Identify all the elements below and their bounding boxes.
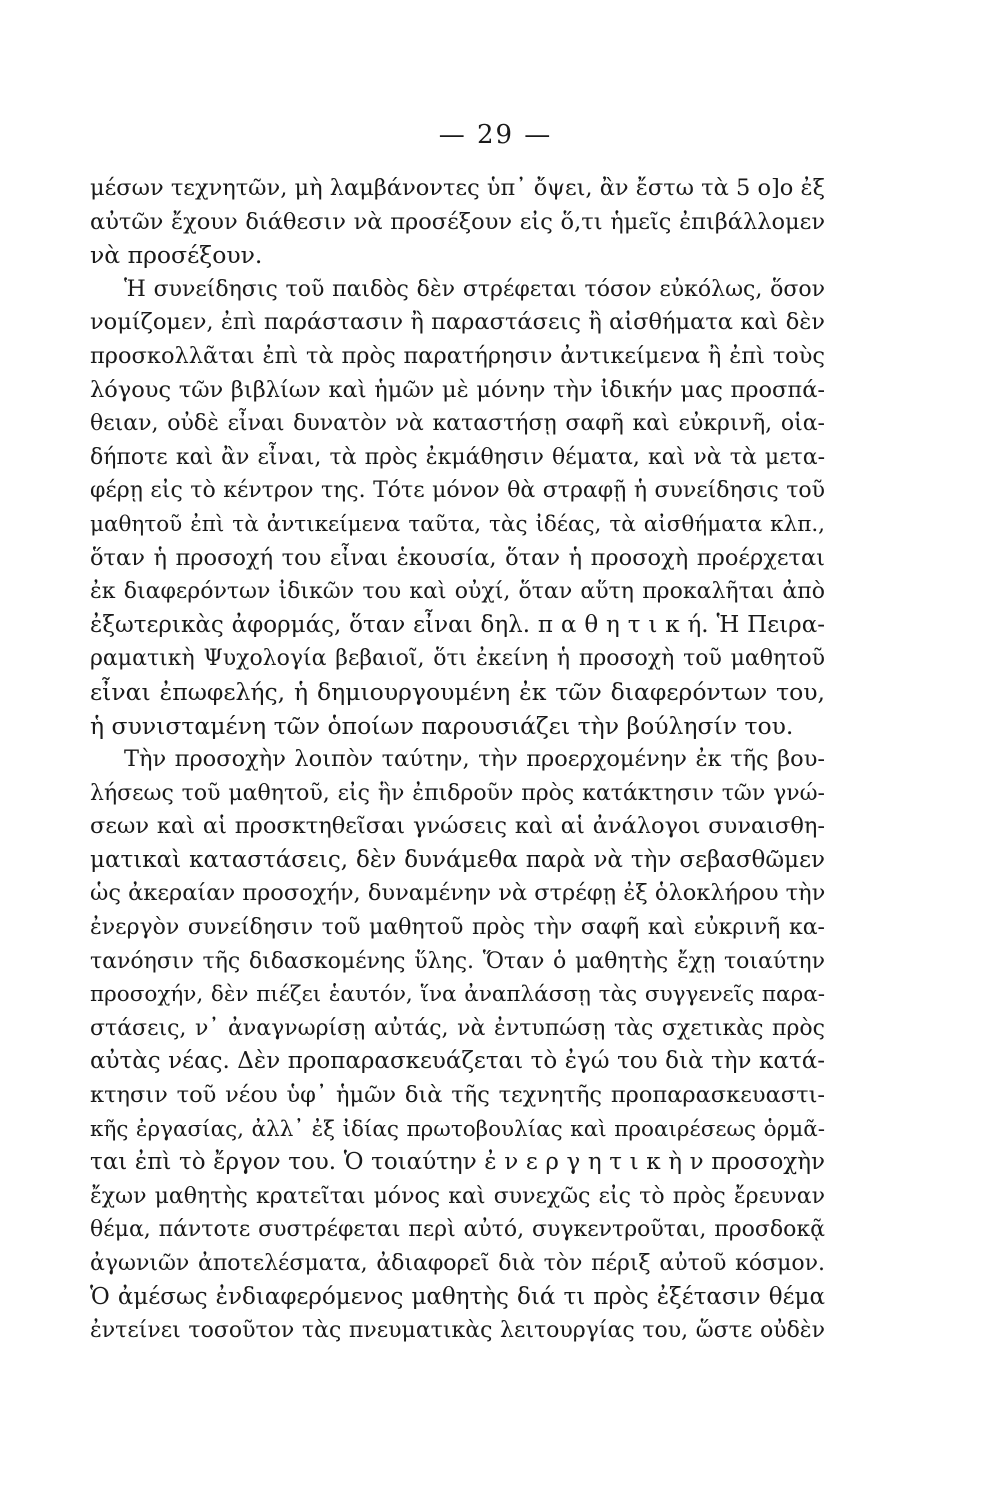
text-line: μέσων τεχνητῶν, μὴ λαμβάνοντες ὑπ᾽ ὄψει, ἂν ἔστω τὰ 5 ο]ο ἐξ bbox=[90, 175, 825, 201]
text-line: ται ἐπὶ τὸ ἔργον του. Ὁ τοιαύτην ἐ ν ε ρ γ η τ ι κ ὴ ν προσοχὴν bbox=[90, 1149, 825, 1176]
text-line: ραματικὴ Ψυχολογία βεβαιοῖ, ὅτι ἐκείνη ἡ προσοχὴ τοῦ μαθητοῦ bbox=[90, 646, 825, 672]
text-line: προσοχήν, δὲν πιέζει ἑαυτόν, ἵνα ἀναπλάσσῃ τὰς συγγενεῖς παρα- bbox=[90, 982, 825, 1008]
text-line: ἔχων μαθητὴς κρατεῖται μόνος καὶ συνεχῶς εἰς τὸ πρὸς ἔρευναν bbox=[90, 1183, 825, 1209]
text-line: νὰ προσέξουν. bbox=[90, 241, 263, 270]
text-line: μαθητοῦ ἐπὶ τὰ ἀντικείμενα ταῦτα, τὰς ἰδέας, τὰ αἰσθήματα κλπ., bbox=[90, 511, 825, 537]
text-line: Ἡ συνείδησις τοῦ παιδὸς δὲν στρέφεται τόσον εὐκόλως, ὅσον bbox=[124, 276, 825, 302]
text-line: Ὁ ἀμέσως ἐνδιαφερόμενος μαθητὴς διά τι πρὸς ἐξέτασιν θέμα bbox=[90, 1283, 825, 1310]
text-line: δήποτε καὶ ἂν εἶναι, τὰ πρὸς ἐκμάθησιν θέματα, καὶ νὰ τὰ μετα- bbox=[90, 444, 825, 470]
text-line: εἶναι ἐπωφελής, ἡ δημιουργουμένη ἐκ τῶν διαφερόντων του, bbox=[90, 677, 825, 706]
text-line: ματικαὶ καταστάσεις, δὲν δυνάμεθα παρὰ νὰ τὴν σεβασθῶμεν bbox=[90, 846, 825, 873]
text-line: νομίζομεν, ἐπὶ παράστασιν ἢ παραστάσεις ἢ αἰσθήματα καὶ δὲν bbox=[90, 309, 825, 336]
text-line: σεων καὶ αἱ προσκτηθεῖσαι γνώσεις καὶ αἱ ἀνάλογοι συναισθη- bbox=[90, 813, 825, 840]
text-line: θέμα, πάντοτε συστρέφεται περὶ αὐτό, συγκεντροῦται, προσδοκᾷ bbox=[90, 1217, 825, 1243]
body-text bbox=[90, 172, 825, 1348]
text-line: κτησιν τοῦ νέου ὑφ᾽ ἡμῶν διὰ τῆς τεχνητῆς προπαρασκευαστι- bbox=[90, 1082, 825, 1109]
text-line: στάσεις, ν᾽ ἀναγνωρίσῃ αὐτάς, νὰ ἐντυπώσῃ τὰς σχετικὰς πρὸς bbox=[90, 1015, 825, 1041]
text-line: ἐξωτερικὰς ἀφορμάς, ὅταν εἶναι δηλ. π α θ η τ ι κ ή. Ἡ Πειρα- bbox=[90, 611, 825, 638]
text-line: ὡς ἀκεραίαν προσοχήν, δυναμένην νὰ στρέφῃ ἐξ ὁλοκλήρου τὴν bbox=[90, 880, 826, 907]
page-number: — 29 — bbox=[438, 120, 553, 150]
text-line: λήσεως τοῦ μαθητοῦ, εἰς ἣν ἐπιδροῦν πρὸς κατάκτησιν τῶν γνώ- bbox=[90, 780, 825, 806]
text-line: αὐτῶν ἔχουν διάθεσιν νὰ προσέξουν εἰς ὅ,τι ἡμεῖς ἐπιβάλλομεν bbox=[90, 208, 825, 235]
text-line: αὐτὰς νέας. Δὲν προπαρασκευάζεται τὸ ἐγώ του διὰ τὴν κατά- bbox=[90, 1048, 825, 1075]
text-line: ὅταν ἡ προσοχή του εἶναι ἑκουσία, ὅταν ἡ προσοχὴ προέρχεται bbox=[90, 544, 825, 571]
text-line: ἐκ διαφερόντων ἰδικῶν του καὶ οὐχί, ὅταν αὕτη προκαλῆται ἀπὸ bbox=[90, 579, 825, 605]
text-line: φέρῃ εἰς τὸ κέντρον της. Τότε μόνον θὰ στραφῇ ἡ συνείδησις τοῦ bbox=[90, 478, 825, 504]
text-line: ἡ συνισταμένη τῶν ὁποίων παρουσιάζει τὴν βούλησίν του. bbox=[90, 711, 794, 740]
text-line: τανόησιν τῆς διδασκομένης ὕλης. Ὅταν ὁ μαθητὴς ἔχῃ τοιαύτην bbox=[90, 948, 825, 974]
text-line: Τὴν προσοχὴν λοιπὸν ταύτην, τὴν προερχομένην ἐκ τῆς βου- bbox=[124, 746, 825, 773]
text-line: ἐνεργὸν συνείδησιν τοῦ μαθητοῦ πρὸς τὴν σαφῆ καὶ εὐκρινῆ κα- bbox=[90, 915, 825, 941]
text-line: θειαν, οὐδὲ εἶναι δυνατὸν νὰ καταστήσῃ σαφῆ καὶ εὐκρινῆ, οἱα- bbox=[90, 411, 825, 437]
text-line: ἀγωνιῶν ἀποτελέσματα, ἀδιαφορεῖ διὰ τὸν πέριξ αὐτοῦ κόσμον. bbox=[90, 1251, 825, 1276]
text-line: κῆς ἐργασίας, ἀλλ᾽ ἐξ ἰδίας πρωτοβουλίας καὶ προαιρέσεως ὁρμᾶ- bbox=[90, 1116, 825, 1142]
text-line: λόγους τῶν βιβλίων καὶ ἡμῶν μὲ μόνην τὴν ἰδικήν μας προσπά- bbox=[90, 376, 825, 403]
text-line: ἐντείνει τοσοῦτον τὰς πνευματικὰς λειτουργίας του, ὥστε οὐδὲν bbox=[90, 1318, 825, 1344]
text-line: προσκολλᾶται ἐπὶ τὰ πρὸς παρατήρησιν ἀντικείμενα ἢ ἐπὶ τοὺς bbox=[90, 342, 825, 369]
